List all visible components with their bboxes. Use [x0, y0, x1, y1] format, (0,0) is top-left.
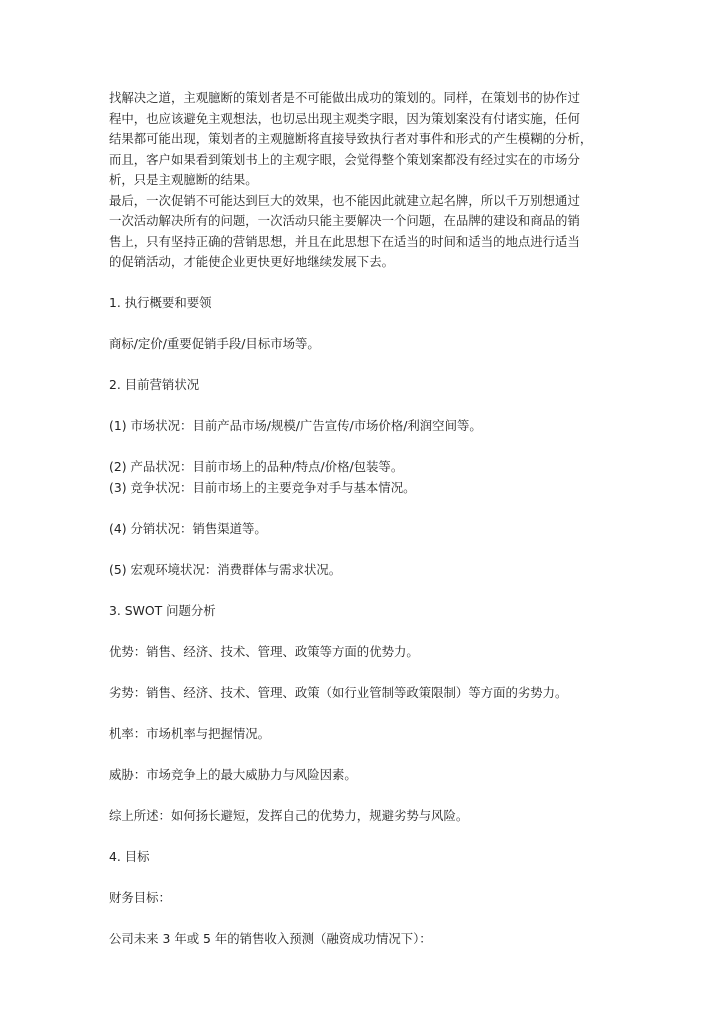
spacer — [109, 498, 620, 519]
spacer — [109, 314, 620, 335]
spacer — [109, 437, 620, 458]
macro-environment-item: (5) 宏观环境状况：消费群体与需求状况。 — [109, 561, 342, 577]
swot-opportunities: 机率：市场机率与把握情况。 — [109, 725, 271, 741]
section-heading-executive-summary: 1. 执行概要和要领 — [109, 295, 212, 310]
text-line: 找解决之道，主观臆断的策划者是不可能做出成功的策划的。同样，在策划书的协作过 — [109, 90, 580, 105]
text-line: 一次活动解决所有的问题，一次活动只能主要解决一个问题，在品牌的建设和商品的销 — [109, 213, 580, 228]
revenue-forecast-text: 公司未来 3 年或 5 年的销售收入预测（融资成功情况下）： — [109, 930, 432, 946]
text-line: 结果都可能出现，策划者的主观臆断将直接导致执行者对事件和形式的产生模糊的分析， — [109, 131, 593, 146]
executive-summary-text: 商标/定价/重要促销手段/目标市场等。 — [109, 336, 320, 351]
text-line: 析，只是主观臆断的结果。 — [109, 172, 258, 187]
text-line: 程中，也应该避免主观想法，也切忌出现主观类字眼，因为策划案没有付诸实施，任何 — [109, 110, 580, 126]
spacer — [109, 908, 620, 929]
spacer — [109, 826, 620, 847]
spacer — [109, 785, 620, 806]
text-line: 售上，只有坚持正确的营销思想，并且在此思想下在适当的时间和适当的地点进行适当 — [109, 233, 580, 249]
spacer — [109, 273, 620, 294]
market-status-item: (1) 市场状况：目前产品市场/规模/广告宣传/市场价格/利润空间等。 — [109, 418, 482, 433]
text-line: 最后，一次促销不可能达到巨大的效果，也不能因此就建立起名牌，所以千万别想通过 — [109, 192, 580, 208]
spacer — [109, 703, 620, 724]
text-line: 而且，客户如果看到策划书上的主观字眼，会觉得整个策划案都没有经过实在的市场分 — [109, 151, 580, 167]
section-heading-marketing-status: 2. 目前营销状况 — [109, 377, 200, 392]
spacer — [109, 744, 620, 765]
spacer — [109, 580, 620, 601]
text-line: 的促销活动，才能使企业更快更好地继续发展下去。 — [109, 254, 394, 269]
spacer — [109, 662, 620, 683]
distribution-status-item: (4) 分销状况：销售渠道等。 — [109, 520, 267, 536]
competition-status-item: (3) 竞争状况：目前市场上的主要竞争对手与基本情况。 — [109, 479, 416, 495]
product-status-item: (2) 产品状况：目前市场上的品种/特点/价格/包装等。 — [109, 459, 404, 474]
section-heading-goals: 4. 目标 — [109, 848, 150, 864]
swot-threats: 威胁：市场竞争上的最大威胁力与风险因素。 — [109, 766, 357, 782]
section-heading-swot: 3. SWOT 问题分析 — [109, 602, 216, 618]
swot-strengths: 优势：销售、经济、技术、管理、政策等方面的优势力。 — [109, 643, 419, 659]
spacer — [109, 396, 620, 417]
swot-weaknesses: 劣势：销售、经济、技术、管理、政策（如行业管制等政策限制）等方面的劣势力。 — [109, 684, 568, 700]
spacer — [109, 621, 620, 642]
spacer — [109, 355, 620, 376]
spacer — [109, 867, 620, 888]
swot-summary: 综上所述：如何扬长避短，发挥自己的优势力，规避劣势与风险。 — [109, 807, 469, 823]
intro-paragraph — [109, 88, 620, 273]
spacer — [109, 539, 620, 560]
financial-goal-label: 财务目标： — [109, 889, 171, 905]
